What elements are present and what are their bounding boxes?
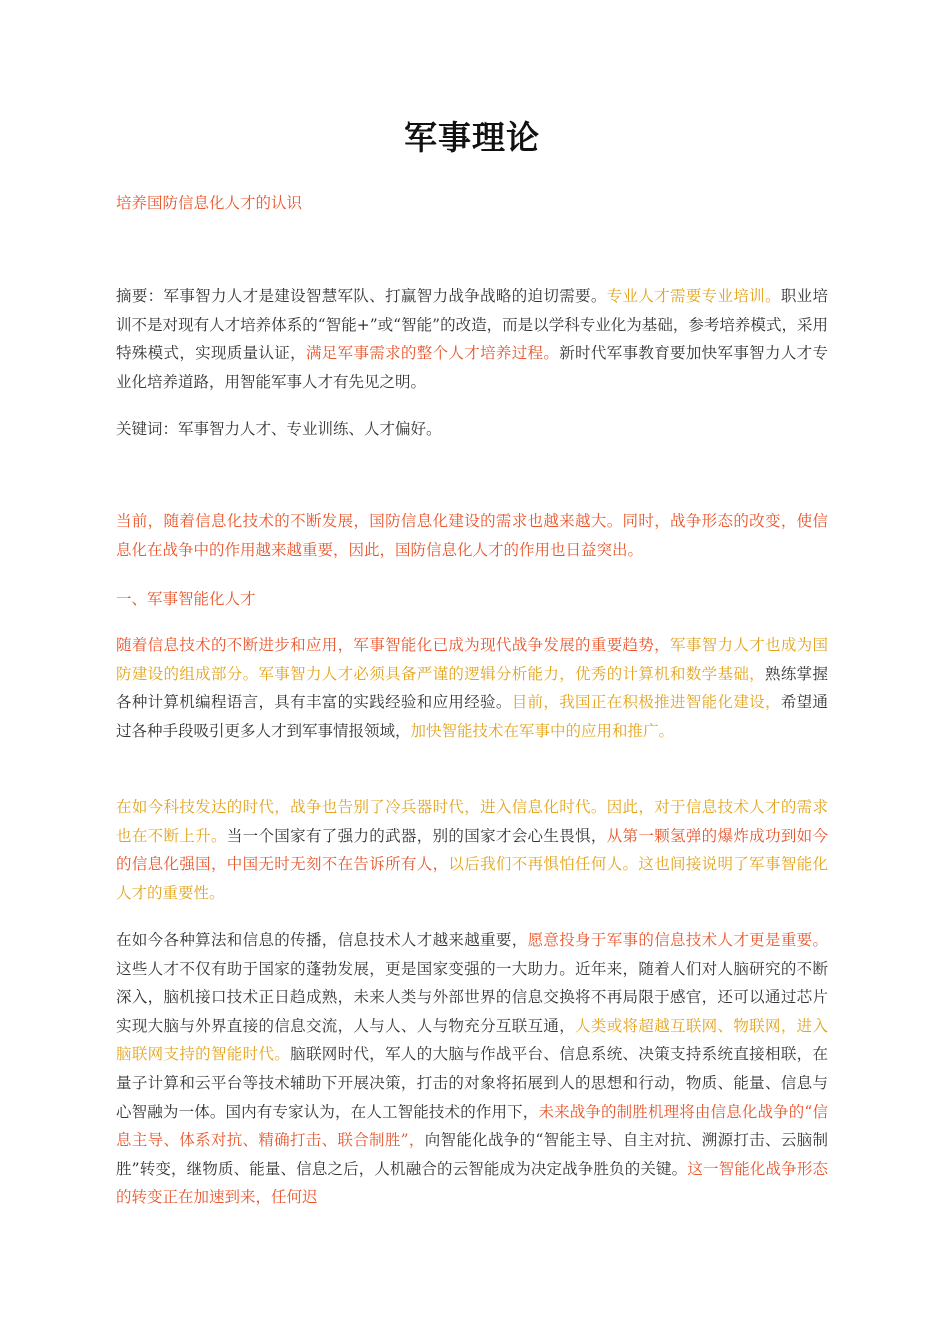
abstract-text-run: 摘要：军事智力人才是建设智慧军队、打赢智力战争战略的迫切需要。: [116, 287, 607, 305]
para1-text-run: 军事智力人才也成为国防建设的组成部分。军事智力人才必须具备严谨的逻辑分析能力，优秀的计算机和数学基础，: [116, 636, 828, 683]
para1-text-run: 熟练掌握各种计算机编程语言，具有丰富的实践经验和应用经验。: [116, 664, 828, 712]
document-subtitle: 培养国防信息化人才的认识: [116, 194, 303, 212]
intro-paragraph: [116, 507, 828, 564]
para2-text-run: 在如今科技发达的时代，战争也告别了冷兵器时代，进入信息化时代。因此，对于信息技术人才的需求也在不断上升。: [116, 798, 828, 845]
abstract-paragraph: [116, 282, 828, 396]
para3-text-run: 人类或将超越互联网、物联网，进入脑联网支持的智能时代。: [116, 1016, 828, 1064]
section-heading-1: 一、军事智能化人才: [116, 590, 256, 608]
para1-text-run: 目前，我国正在积极推进智能化建设，: [511, 693, 781, 712]
abstract-text-run: 满足军事需求的整个人才培养过程。: [305, 344, 560, 363]
para3-text-run: 未来战争的制胜机理将由信息化战争的“信息主导、体系对抗、精确打击、联合制胜”，: [116, 1102, 828, 1150]
body-paragraph-2: [116, 793, 828, 907]
page-title: 军事理论: [404, 118, 540, 157]
para1-text-run: 随着信息技术的不断进步和应用，军事智能化已成为现代战争发展的重要趋势，: [116, 636, 671, 654]
para2-text-run: 从第一颗氢弹的爆炸成功到如今的信息化强国，中国无时无刻不在告诉所有人，: [116, 826, 828, 874]
para3-text-run: 这一智能化战争形态的转变正在加速到来，任何迟: [116, 1159, 828, 1207]
para3-text-run: 在如今各种算法和信息的传播，信息技术人才越来越重要，: [116, 931, 528, 949]
para1-text-run: 加快智能技术在军事中的应用和推广。: [410, 721, 675, 740]
body-paragraph-1: [116, 631, 828, 745]
abstract-text-run: 专业人才需要专业培训。: [606, 287, 781, 305]
para2-text-run: 以后我们不再惧怕任何人。这也间接说明了军事智能化人才的重要性。: [116, 855, 828, 902]
body-paragraph-3: [116, 926, 828, 1212]
para3-text-run: 脑联网时代，军人的大脑与作战平台、信息系统、决策支持系统直接相联，在量子计算和云平台等技术辅助下开展决策，打击的对象将拓展到人的思想和行动，物质、能量、信息与心智融为一体。国内有专家认为，在人工智能技术的作用下，: [116, 1045, 828, 1121]
para2-text-run: 当一个国家有了强力的武器，别的国家才会心生畏惧，: [226, 826, 607, 845]
para1-text-run: 希望通过各种手段吸引更多人才到军事情报领域，: [116, 693, 828, 740]
para3-text-run: 这些人才不仅有助于国家的蓬勃发展，更是国家变强的一大助力。近年来，随着人们对人脑研究的不断深入，脑机接口技术正日趋成熟，未来人类与外部世界的信息交换将不再局限于感官，还可以通过芯片实现大脑与外界直接的信息交流，人与人、人与物充分互联互通，: [116, 959, 828, 1035]
para3-text-run: 向智能化战争的“智能主导、自主对抗、溯源打击、云脑制胜”转变，继物质、能量、信息之后，人机融合的云智能成为决定战争胜负的关键。: [116, 1131, 828, 1178]
abstract-text-run: 新时代军事教育要加快军事智力人才专业化培养道路，用智能军事人才有先见之明。: [116, 344, 828, 391]
abstract-text-run: 职业培训不是对现有人才培养体系的“智能+”或“智能”的改造，而是以学科专业化为基础，参考培养模式，采用特殊模式，实现质量认证，: [116, 287, 828, 363]
intro-text-run: 当前，随着信息化技术的不断发展，国防信息化建设的需求也越来越大。同时，战争形态的改变，使信息化在战争中的作用越来越重要，因此，国防信息化人才的作用也日益突出。: [116, 512, 828, 559]
keywords-line: 关键词：军事智力人才、专业训练、人才偏好。: [116, 420, 442, 438]
para3-text-run: 愿意投身于军事的信息技术人才更是重要。: [527, 931, 828, 949]
